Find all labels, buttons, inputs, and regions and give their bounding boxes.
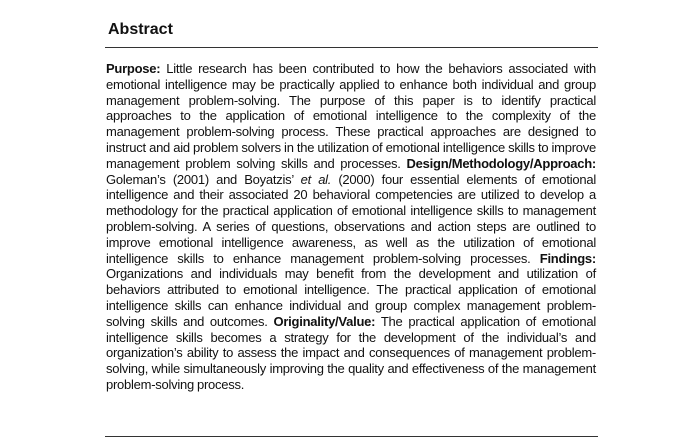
design-methodology-label: Design/Methodology/Approach:	[406, 155, 596, 171]
abstract-heading: Abstract	[108, 21, 173, 38]
purpose-text: Little research has been contributed to how the behaviors associated with emotional intelligence may be practically applied to enhance both individual and group management problem-solving. The purpose of this paper is to identify practical approaches to the application of emotional intelligence to the complexity of the management problem-solving process. These practical approaches are designed to instruct and aid problem solvers in the utilization of emotional intelligence skills to improve management problem solving skills and processes.	[106, 61, 596, 171]
top-divider	[105, 47, 598, 48]
design-methodology-text-1: Goleman’s (2001) and Boyatzis’	[106, 171, 301, 187]
purpose-label: Purpose:	[106, 61, 161, 76]
design-methodology-text-2: (2000) four essential elements of emotional intelligence and their associated 20 behavioral competencies are utilized to develop a methodology for the practical application of emotional intelligence skills to management problem-solving. A series of questions, observations and action steps are outlined to improve emotional intelligence awareness, as well as the utilization of emotional intelligence skills to enhance management problem-solving processes.	[106, 171, 596, 266]
findings-label: Findings:	[539, 250, 596, 266]
bottom-divider	[105, 436, 598, 437]
abstract-body	[106, 61, 596, 393]
et-al-italic: et al.	[300, 171, 332, 187]
originality-value-text: The practical application of emotional intelligence skills becomes a strategy for the development of the individual’s and organization’s ability to assess the impact and consequences of management problem-solving, while simultaneously improving the quality and effectiveness of the management problem-solving process.	[106, 313, 596, 392]
originality-value-label: Originality/Value:	[273, 313, 376, 329]
findings-text: Organizations and individuals may benefit from the development and utilization of behaviors attributed to emotional intelligence. The practical application of emotional intelligence skills can enhance individual and group complex management problem-solving skills and outcomes.	[106, 266, 596, 329]
